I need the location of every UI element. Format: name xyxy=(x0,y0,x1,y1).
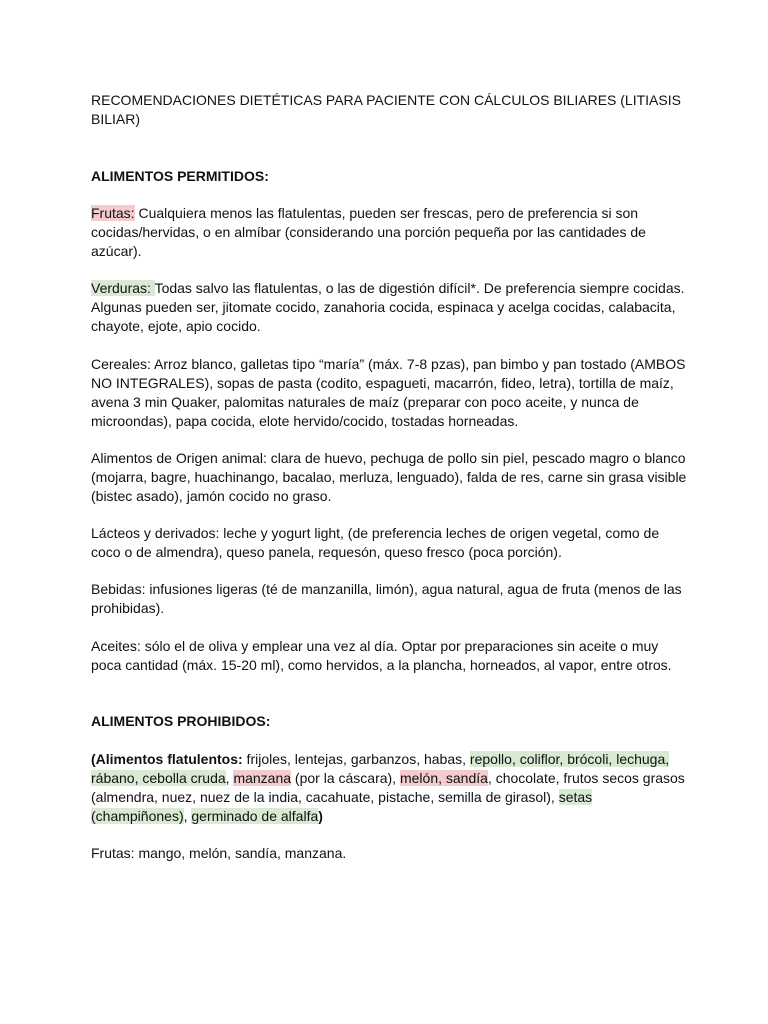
text-line xyxy=(91,242,731,261)
text-segment: microondas), papa cocida, elote hervido/cocido, tostadas horneadas. xyxy=(91,413,519,429)
highlighted-text: manzana xyxy=(233,770,292,786)
text-line xyxy=(91,355,731,374)
bold-text: (Alimentos flatulentos: xyxy=(91,751,243,767)
text-line xyxy=(91,468,731,487)
highlighted-text: germinado de alfalfa xyxy=(191,808,319,824)
text-line xyxy=(91,844,731,863)
text-line xyxy=(91,487,731,506)
text-segment: frijoles, lentejas, garbanzos, habas, xyxy=(242,751,470,767)
section-heading-permitidos xyxy=(91,167,731,186)
text-segment: avena 3 min Quaker, palomitas naturales de maíz (preparar con poco aceite, y nunca de xyxy=(91,394,639,410)
text-line xyxy=(91,807,731,826)
text-line xyxy=(91,656,731,675)
text-line xyxy=(91,543,731,562)
text-line xyxy=(91,393,731,412)
text-line xyxy=(91,637,731,656)
text-line xyxy=(91,167,731,186)
paragraph-frutas xyxy=(91,204,731,261)
text-line xyxy=(91,599,731,618)
text-segment: , xyxy=(225,770,234,786)
text-segment: NO INTEGRALES), sopas de pasta (codito, espagueti, macarrón, fideo, letra), tortilla de maíz, xyxy=(91,375,674,391)
text-line xyxy=(91,279,731,298)
text-line xyxy=(91,769,731,788)
highlighted-text: rábano, cebolla cruda xyxy=(91,770,226,786)
highlighted-text: repollo, coliflor, brócoli, lechuga, xyxy=(469,751,670,767)
text-segment: prohibidas). xyxy=(91,600,165,616)
bold-text: ALIMENTOS PERMITIDOS: xyxy=(91,168,269,184)
text-segment: (bistec asado), jamón cocido no graso. xyxy=(91,488,332,504)
text-segment: Cereales: Arroz blanco, galletas tipo “maría” (máx. 7-8 pzas), pan bimbo y pan tostado (AMBOS xyxy=(91,356,686,372)
highlighted-text: setas xyxy=(558,789,593,805)
paragraph-lacteos xyxy=(91,524,731,562)
text-line xyxy=(91,110,731,129)
highlighted-text: (champiñones) xyxy=(91,808,184,824)
text-line xyxy=(91,317,731,336)
paragraph-cereales xyxy=(91,355,731,431)
text-segment: , xyxy=(183,808,192,824)
paragraph-origen-animal xyxy=(91,449,731,506)
text-line xyxy=(91,298,731,317)
text-line xyxy=(91,750,731,769)
document-title xyxy=(91,91,731,129)
text-segment: Alimentos de Origen animal: clara de huevo, pechuga de pollo sin piel, pescado magro o blanco xyxy=(91,450,686,466)
text-segment: , chocolate, frutos secos grasos xyxy=(487,770,685,786)
text-segment: (almendra, nuez, nuez de la india, cacahuate, pistache, semilla de girasol), xyxy=(91,789,559,805)
text-line xyxy=(91,712,731,731)
text-line xyxy=(91,223,731,242)
text-line xyxy=(91,204,731,223)
text-segment: cocidas/hervidas, o en almíbar (considerando una porción pequeña por las cantidades de xyxy=(91,224,646,240)
text-segment: Algunas pueden ser, jitomate cocido, zanahoria cocida, espinaca y acelga cocidas, calabacita, xyxy=(91,299,676,315)
text-segment: poca cantidad (máx. 15-20 ml), como hervidos, a la plancha, horneados, al vapor, entre otros. xyxy=(91,657,672,673)
text-segment: Lácteos y derivados: leche y yogurt light, (de preferencia leches de origen vegetal, como de xyxy=(91,525,660,541)
text-segment: Aceites: sólo el de oliva y emplear una vez al día. Optar por preparaciones sin aceite o muy xyxy=(91,638,659,654)
text-line xyxy=(91,788,731,807)
text-segment: RECOMENDACIONES DIETÉTICAS PARA PACIENTE CON CÁLCULOS BILIARES (LITIASIS xyxy=(91,92,681,108)
text-line xyxy=(91,374,731,393)
text-line xyxy=(91,524,731,543)
paragraph-aceites xyxy=(91,637,731,675)
text-segment: Cualquiera menos las flatulentas, pueden ser frescas, pero de preferencia si son xyxy=(134,205,639,221)
paragraph-frutas-prohibidas xyxy=(91,844,731,863)
highlighted-text: Verduras: xyxy=(91,280,155,296)
text-segment: (por la cáscara), xyxy=(291,770,400,786)
text-line xyxy=(91,91,731,110)
text-segment: azúcar). xyxy=(91,243,142,259)
paragraph-flatulentos xyxy=(91,750,731,826)
highlighted-text: melón, sandía xyxy=(399,770,488,786)
bold-text: ) xyxy=(318,808,323,824)
text-segment: Bebidas: infusiones ligeras (té de manzanilla, limón), agua natural, agua de fruta (menos de las xyxy=(91,581,682,597)
highlighted-text: Frutas: xyxy=(91,205,135,221)
bold-text: ALIMENTOS PROHIBIDOS: xyxy=(91,713,271,729)
text-segment: coco o de almendra), queso panela, requesón, queso fresco (poca porción). xyxy=(91,544,562,560)
text-line xyxy=(91,580,731,599)
text-segment: BILIAR) xyxy=(91,111,141,127)
text-segment: Frutas: mango, melón, sandía, manzana. xyxy=(91,845,347,861)
paragraph-verduras xyxy=(91,279,731,336)
text-segment: chayote, ejote, apio cocido. xyxy=(91,318,261,334)
text-line xyxy=(91,449,731,468)
text-line xyxy=(91,412,731,431)
paragraph-bebidas xyxy=(91,580,731,618)
text-segment: (mojarra, bagre, huachinango, bacalao, merluza, lenguado), falda de res, carne sin grasa visible xyxy=(91,469,687,485)
text-segment: Todas salvo las flatulentas, o las de digestión difícil*. De preferencia siempre cocidas. xyxy=(154,280,685,296)
section-heading-prohibidos xyxy=(91,712,731,731)
